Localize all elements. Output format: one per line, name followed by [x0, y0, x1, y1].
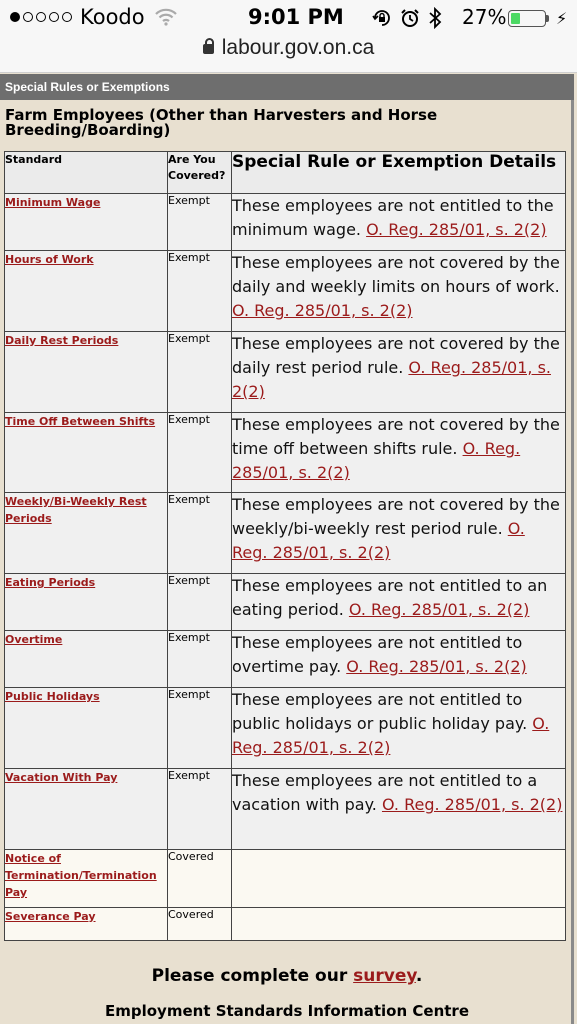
table-row	[5, 413, 566, 493]
coverage-status: Covered	[168, 850, 232, 908]
survey-prefix: Please complete our	[151, 966, 348, 986]
details-cell	[232, 631, 566, 688]
table-row	[5, 631, 566, 688]
coverage-status: Exempt	[168, 631, 232, 688]
section-title-bar: Special Rules or Exemptions	[0, 74, 574, 100]
lock-icon	[203, 44, 214, 54]
signal-dot	[23, 12, 33, 22]
coverage-status: Exempt	[168, 688, 232, 769]
table-row	[5, 194, 566, 251]
signal-dot	[49, 12, 59, 22]
table-row	[5, 332, 566, 413]
bluetooth-icon	[428, 7, 442, 33]
details-cell	[232, 688, 566, 769]
standard-link[interactable]: Daily Rest Periods	[5, 334, 119, 347]
details-text: These employees are not covered by the time off between shifts rule.	[232, 415, 560, 458]
battery-percentage: 27%	[462, 5, 507, 29]
standard-link[interactable]: Severance Pay	[5, 910, 96, 923]
details-text: These employees are not covered by the daily rest period rule.	[232, 334, 560, 377]
regulation-link[interactable]: O. Reg. 285/01, s. 2(2)	[232, 358, 551, 401]
coverage-status: Exempt	[168, 574, 232, 631]
exemptions-table	[4, 151, 566, 941]
battery-level-fill	[511, 13, 520, 24]
standard-cell	[5, 688, 168, 769]
table-row	[5, 908, 566, 941]
url-bar[interactable]	[0, 36, 577, 60]
table-row	[5, 850, 566, 908]
details-text: These employees are not covered by the weekly/bi-weekly rest period rule.	[232, 495, 560, 538]
details-text: These employees are not entitled to the minimum wage.	[232, 196, 554, 239]
rotation-lock-icon	[372, 8, 392, 32]
standard-cell	[5, 574, 168, 631]
standard-link[interactable]: Weekly/Bi-Weekly Rest Periods	[5, 495, 147, 525]
regulation-link[interactable]: O. Reg. 285/01, s. 2(2)	[232, 301, 413, 320]
status-bar	[0, 0, 577, 36]
coverage-status: Exempt	[168, 251, 232, 332]
regulation-link[interactable]: O. Reg. 285/01, s. 2(2)	[366, 220, 547, 239]
details-text: These employees are not entitled to a vacation with pay.	[232, 771, 538, 814]
signal-dot	[36, 12, 46, 22]
regulation-link[interactable]: O. Reg. 285/01, s. 2(2)	[232, 714, 550, 757]
details-text: These employees are not covered by the daily and weekly limits on hours of work.	[232, 253, 560, 296]
details-text: These employees are not entitled to public holidays or public holiday pay.	[232, 690, 528, 733]
page-heading: Farm Employees (Other than Harvesters and Horse Breeding/Boarding)	[5, 106, 438, 139]
page-content	[0, 100, 574, 1024]
wifi-icon	[154, 7, 178, 31]
signal-dot	[62, 12, 72, 22]
coverage-status: Exempt	[168, 493, 232, 574]
battery-tip	[546, 15, 549, 22]
standard-link[interactable]: Notice of Termination/Termination Pay	[5, 852, 157, 899]
coverage-status: Exempt	[168, 413, 232, 493]
survey-suffix: .	[415, 966, 423, 986]
coverage-status: Exempt	[168, 769, 232, 850]
header-details: Special Rule or Exemption Details	[232, 152, 566, 194]
details-text: These employees are not entitled to overtime pay.	[232, 633, 523, 676]
details-text: These employees are not entitled to an eating period.	[232, 576, 548, 619]
battery-icon	[508, 10, 546, 27]
standard-link[interactable]: Minimum Wage	[5, 196, 101, 209]
coverage-status: Exempt	[168, 194, 232, 251]
standard-cell	[5, 850, 168, 908]
regulation-link[interactable]: O. Reg. 285/01, s. 2(2)	[348, 600, 530, 619]
standard-link[interactable]: Eating Periods	[5, 576, 96, 589]
details-cell	[232, 251, 566, 332]
alarm-icon	[400, 8, 420, 32]
regulation-link[interactable]: O. Reg. 285/01, s. 2(2)	[232, 519, 525, 562]
details-cell	[232, 574, 566, 631]
details-cell	[232, 413, 566, 493]
standard-cell	[5, 631, 168, 688]
table-row	[5, 251, 566, 332]
charging-bolt-icon: ⚡	[556, 9, 568, 28]
signal-strength-icon	[10, 12, 72, 22]
standard-link[interactable]: Public Holidays	[5, 690, 100, 703]
signal-dot	[10, 12, 20, 22]
regulation-link[interactable]: O. Reg. 285/01, s. 2(2)	[232, 439, 521, 482]
details-cell	[232, 908, 566, 941]
survey-prompt	[0, 966, 574, 986]
coverage-status: Exempt	[168, 332, 232, 413]
table-row	[5, 493, 566, 574]
details-cell	[232, 194, 566, 251]
details-cell	[232, 769, 566, 850]
header-covered: Are You Covered?	[168, 152, 232, 194]
regulation-link[interactable]: O. Reg. 285/01, s. 2(2)	[381, 795, 563, 814]
url-text: labour.gov.on.ca	[221, 36, 375, 59]
details-cell	[232, 850, 566, 908]
browser-chrome	[0, 0, 577, 73]
standard-cell	[5, 332, 168, 413]
details-cell	[232, 493, 566, 574]
table-header-row	[5, 152, 566, 194]
standard-cell	[5, 908, 168, 941]
header-standard: Standard	[5, 152, 168, 194]
information-centre-heading: Employment Standards Information Centre	[105, 1002, 469, 1020]
standard-link[interactable]: Time Off Between Shifts	[5, 415, 156, 428]
standard-cell	[5, 413, 168, 493]
table-row	[5, 769, 566, 850]
details-cell	[232, 332, 566, 413]
standard-cell	[5, 194, 168, 251]
table-row	[5, 574, 566, 631]
standard-cell	[5, 769, 168, 850]
standard-link[interactable]: Overtime	[5, 633, 63, 646]
standard-link[interactable]: Vacation With Pay	[5, 771, 118, 784]
standard-cell	[5, 493, 168, 574]
regulation-link[interactable]: O. Reg. 285/01, s. 2(2)	[346, 657, 527, 676]
standard-link[interactable]: Hours of Work	[5, 253, 94, 266]
clock: 9:01 PM	[248, 5, 344, 29]
standard-cell	[5, 251, 168, 332]
coverage-status: Covered	[168, 908, 232, 941]
table-row	[5, 688, 566, 769]
table-body	[5, 194, 566, 941]
survey-link[interactable]: survey	[353, 966, 416, 986]
carrier-name: Koodo	[80, 5, 145, 29]
